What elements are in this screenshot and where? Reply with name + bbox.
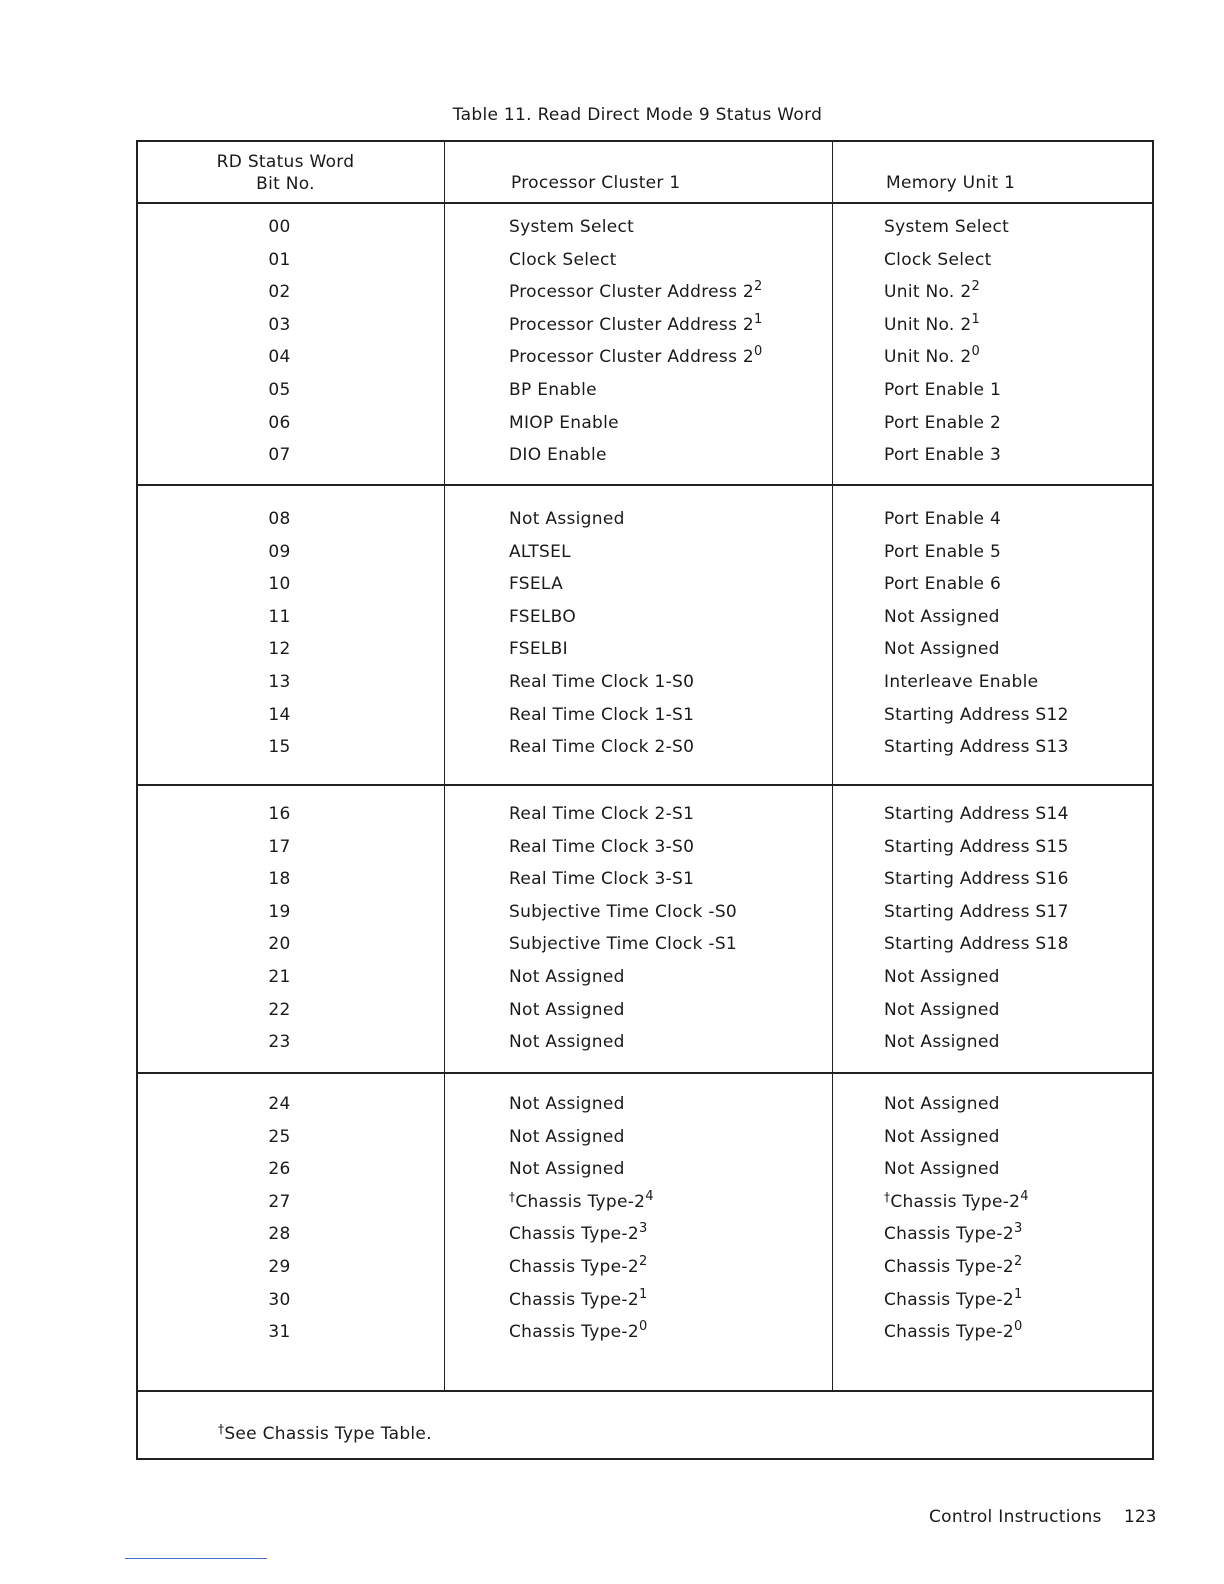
cell-text: System Select bbox=[509, 217, 635, 237]
processor-cluster-cell bbox=[509, 639, 568, 659]
cell-text: Real Time Clock 2-S1 bbox=[509, 804, 695, 824]
table-caption: Table 11. Read Direct Mode 9 Status Word bbox=[452, 105, 823, 125]
footnote-text: See Chassis Type Table. bbox=[224, 1424, 432, 1444]
memory-unit-cell bbox=[884, 1319, 1023, 1343]
cell-text: Not Assigned bbox=[509, 999, 625, 1020]
bit-number-cell: 30 bbox=[268, 1289, 291, 1310]
bit-number-cell: 27 bbox=[268, 1191, 291, 1212]
cell-text: Starting Address S13 bbox=[884, 737, 1069, 758]
processor-cluster-cell bbox=[509, 804, 694, 824]
exponent: 0 bbox=[754, 344, 763, 360]
bit-number-cell: 11 bbox=[268, 606, 291, 627]
footnote-rule bbox=[138, 1390, 1152, 1392]
processor-cluster-cell bbox=[509, 1000, 625, 1020]
cell-text: MIOP Enable bbox=[509, 412, 619, 433]
cell-text: Unit No. 2 bbox=[884, 282, 972, 303]
memory-unit-cell bbox=[884, 737, 1069, 757]
exponent: 3 bbox=[1013, 1221, 1023, 1237]
exponent: 2 bbox=[638, 1254, 648, 1269]
column-divider-2 bbox=[832, 142, 833, 1390]
cell-text: Chassis Type-2 bbox=[515, 1191, 646, 1212]
cell-text: FSELA bbox=[509, 574, 564, 595]
exponent: 3 bbox=[638, 1221, 648, 1237]
bit-number-cell: 26 bbox=[268, 1159, 291, 1180]
cell-text: Not Assigned bbox=[884, 1094, 1000, 1114]
cell-text: Interleave Enable bbox=[884, 672, 1039, 692]
cell-text: Port Enable 6 bbox=[884, 574, 1002, 595]
exponent: 1 bbox=[1013, 1286, 1023, 1302]
exponent: 0 bbox=[638, 1319, 648, 1335]
processor-cluster-cell bbox=[509, 413, 619, 433]
memory-unit-cell bbox=[884, 672, 1038, 692]
cell-text: Processor Cluster Address 2 bbox=[509, 282, 755, 303]
exponent: 1 bbox=[754, 311, 763, 327]
cell-text: BP Enable bbox=[509, 380, 597, 400]
bit-number-cell: 04 bbox=[268, 347, 291, 368]
processor-cluster-cell bbox=[509, 705, 694, 725]
bit-number-cell: 31 bbox=[268, 1322, 291, 1343]
memory-unit-cell bbox=[884, 1188, 1029, 1212]
cell-text: Starting Address S15 bbox=[884, 836, 1069, 857]
exponent: 2 bbox=[754, 279, 763, 295]
memory-unit-cell bbox=[884, 311, 981, 335]
processor-cluster-cell bbox=[509, 344, 763, 368]
page-number: 123 bbox=[1124, 1507, 1157, 1527]
processor-cluster-cell bbox=[509, 672, 694, 692]
processor-cluster-cell bbox=[509, 934, 737, 954]
processor-cluster-cell bbox=[509, 380, 597, 400]
bit-number-cell: 05 bbox=[268, 380, 291, 400]
bit-number-cell: 25 bbox=[268, 1126, 291, 1147]
cell-text: Not Assigned bbox=[884, 1159, 1000, 1180]
cell-text: Not Assigned bbox=[884, 999, 1000, 1020]
bit-number-cell: 24 bbox=[268, 1094, 291, 1114]
cell-text: Chassis Type-2 bbox=[884, 1322, 1014, 1343]
cell-text: Processor Cluster Address 2 bbox=[509, 314, 755, 335]
processor-cluster-cell bbox=[509, 1159, 625, 1179]
bit-number-cell: 29 bbox=[268, 1257, 291, 1277]
processor-cluster-cell bbox=[509, 1221, 648, 1245]
memory-unit-cell bbox=[884, 1094, 1000, 1114]
bit-number-header bbox=[138, 151, 433, 195]
processor-cluster-cell bbox=[509, 837, 694, 857]
cell-text: Not Assigned bbox=[509, 1032, 625, 1053]
processor-cluster-cell bbox=[509, 869, 694, 889]
cell-text: Port Enable 1 bbox=[884, 380, 1002, 400]
bit-number-cell: 23 bbox=[268, 1032, 291, 1053]
bit-number-cell: 14 bbox=[268, 704, 291, 725]
processor-cluster-cell bbox=[509, 574, 563, 594]
bit-number-cell: 10 bbox=[268, 574, 291, 595]
processor-cluster-cell bbox=[509, 902, 737, 922]
cell-text: Not Assigned bbox=[509, 1094, 625, 1114]
cell-text: Not Assigned bbox=[509, 1159, 625, 1180]
footer-section-title: Control Instructions bbox=[929, 1507, 1102, 1527]
cell-text: Real Time Clock 1-S0 bbox=[509, 672, 695, 692]
processor-cluster-cell bbox=[509, 279, 763, 303]
processor-cluster-cell bbox=[509, 1032, 625, 1052]
cell-text: Chassis Type-2 bbox=[509, 1224, 639, 1245]
cell-text: Not Assigned bbox=[509, 509, 625, 529]
bit-number-cell: 16 bbox=[268, 804, 291, 824]
cell-text: Subjective Time Clock -S0 bbox=[509, 901, 738, 922]
bit-number-cell: 19 bbox=[268, 901, 291, 922]
memory-unit-cell bbox=[884, 1221, 1023, 1245]
exponent: 2 bbox=[971, 279, 981, 295]
cell-text: Chassis Type-2 bbox=[509, 1322, 639, 1343]
cell-text: System Select bbox=[884, 217, 1010, 237]
memory-unit-cell bbox=[884, 934, 1069, 954]
memory-unit-cell bbox=[884, 869, 1069, 889]
memory-unit-cell bbox=[884, 804, 1069, 824]
cell-text: Real Time Clock 3-S1 bbox=[509, 869, 695, 890]
processor-cluster-cell bbox=[509, 217, 634, 237]
exponent: 1 bbox=[971, 311, 981, 327]
memory-unit-cell bbox=[884, 279, 981, 303]
processor-cluster-cell bbox=[509, 1254, 648, 1277]
memory-unit-cell bbox=[884, 380, 1001, 400]
bit-number-cell: 12 bbox=[268, 639, 291, 660]
cell-text: Chassis Type-2 bbox=[884, 1289, 1014, 1310]
cell-text: Not Assigned bbox=[884, 1032, 1000, 1053]
processor-cluster-cell bbox=[509, 607, 576, 627]
cell-text: Not Assigned bbox=[509, 967, 625, 987]
processor-cluster-cell bbox=[509, 509, 625, 529]
cell-text: Port Enable 4 bbox=[884, 509, 1002, 529]
bit-number-cell: 09 bbox=[268, 541, 291, 562]
cell-text: Unit No. 2 bbox=[884, 347, 972, 368]
cell-text: Clock Select bbox=[884, 249, 992, 270]
bit-number-cell: 02 bbox=[268, 282, 291, 303]
processor-cluster-cell bbox=[509, 250, 617, 270]
exponent: 4 bbox=[1020, 1188, 1029, 1204]
cell-text: Unit No. 2 bbox=[884, 314, 972, 335]
exponent: 0 bbox=[971, 344, 981, 360]
cell-text: Starting Address S16 bbox=[884, 869, 1069, 890]
cell-text: Starting Address S17 bbox=[884, 901, 1069, 922]
processor-cluster-cell bbox=[509, 1188, 654, 1212]
exponent: 0 bbox=[1013, 1319, 1023, 1335]
memory-unit-cell bbox=[884, 1032, 1000, 1052]
exponent: 2 bbox=[1013, 1254, 1023, 1269]
cell-text: Not Assigned bbox=[884, 967, 1000, 987]
bit-number-cell: 22 bbox=[268, 999, 291, 1020]
cell-text: Subjective Time Clock -S1 bbox=[509, 934, 738, 955]
memory-unit-cell bbox=[884, 1000, 1000, 1020]
cell-text: Starting Address S14 bbox=[884, 804, 1069, 824]
bit-number-cell: 06 bbox=[268, 412, 291, 433]
processor-cluster-cell bbox=[509, 542, 571, 562]
cell-text: Processor Cluster Address 2 bbox=[509, 347, 755, 368]
processor-cluster-cell bbox=[509, 1094, 625, 1114]
cell-text: Not Assigned bbox=[884, 1126, 1000, 1147]
cell-text: Not Assigned bbox=[884, 606, 1000, 627]
cell-text: ALTSEL bbox=[509, 541, 571, 562]
bit-number-cell: 18 bbox=[268, 869, 291, 890]
bit-number-cell: 21 bbox=[268, 967, 291, 987]
processor-cluster-header: Processor Cluster 1 bbox=[511, 173, 681, 193]
memory-unit-cell bbox=[884, 413, 1001, 433]
cell-text: Chassis Type-2 bbox=[509, 1257, 639, 1277]
header-rule bbox=[138, 202, 1152, 204]
bit-number-cell: 17 bbox=[268, 836, 291, 857]
bit-number-cell: 28 bbox=[268, 1224, 291, 1245]
processor-cluster-cell bbox=[509, 1286, 648, 1310]
processor-cluster-cell bbox=[509, 311, 763, 335]
bit-number-cell: 07 bbox=[268, 445, 291, 466]
cell-text: Port Enable 2 bbox=[884, 412, 1002, 433]
memory-unit-cell bbox=[884, 837, 1069, 857]
memory-unit-header: Memory Unit 1 bbox=[886, 173, 1016, 193]
memory-unit-cell bbox=[884, 1286, 1023, 1310]
bit-number-cell: 01 bbox=[268, 249, 291, 270]
cell-text: Chassis Type-2 bbox=[884, 1257, 1014, 1277]
cell-text: Port Enable 3 bbox=[884, 445, 1002, 466]
cell-text: Real Time Clock 2-S0 bbox=[509, 737, 695, 758]
memory-unit-cell bbox=[884, 217, 1009, 237]
memory-unit-cell bbox=[884, 1127, 1000, 1147]
group-rule-2 bbox=[138, 784, 1152, 786]
cell-text: Clock Select bbox=[509, 249, 617, 270]
cell-text: Not Assigned bbox=[509, 1126, 625, 1147]
bit-header-line2: Bit No. bbox=[256, 174, 315, 194]
memory-unit-cell bbox=[884, 902, 1069, 922]
cell-text: DIO Enable bbox=[509, 445, 607, 466]
group-rule-1 bbox=[138, 484, 1152, 486]
memory-unit-cell bbox=[884, 607, 1000, 627]
dagger-mark: † bbox=[884, 1189, 891, 1204]
memory-unit-cell bbox=[884, 250, 992, 270]
cell-text: Chassis Type-2 bbox=[509, 1289, 639, 1310]
memory-unit-cell bbox=[884, 509, 1001, 529]
processor-cluster-cell bbox=[509, 445, 607, 465]
processor-cluster-cell bbox=[509, 1127, 625, 1147]
status-word-table bbox=[136, 140, 1154, 1460]
memory-unit-cell bbox=[884, 542, 1001, 562]
footer-rule bbox=[125, 1558, 267, 1559]
cell-text: Port Enable 5 bbox=[884, 541, 1002, 562]
cell-text: Starting Address S18 bbox=[884, 934, 1069, 955]
exponent: 1 bbox=[638, 1286, 648, 1302]
cell-text: FSELBI bbox=[509, 639, 568, 660]
memory-unit-cell bbox=[884, 1159, 1000, 1179]
memory-unit-cell bbox=[884, 574, 1001, 594]
column-divider-1 bbox=[444, 142, 445, 1390]
memory-unit-cell bbox=[884, 967, 1000, 987]
dagger-mark: † bbox=[509, 1189, 516, 1204]
cell-text: Real Time Clock 3-S0 bbox=[509, 836, 695, 857]
cell-text: Not Assigned bbox=[884, 639, 1000, 660]
bit-number-cell: 08 bbox=[268, 509, 291, 529]
bit-number-cell: 20 bbox=[268, 934, 291, 955]
bit-number-cell: 13 bbox=[268, 672, 291, 692]
exponent: 4 bbox=[645, 1188, 654, 1204]
memory-unit-cell bbox=[884, 639, 1000, 659]
processor-cluster-cell bbox=[509, 1319, 648, 1343]
cell-text: Real Time Clock 1-S1 bbox=[509, 704, 695, 725]
bit-number-cell: 03 bbox=[268, 314, 291, 335]
cell-text: Chassis Type-2 bbox=[890, 1191, 1021, 1212]
memory-unit-cell bbox=[884, 1254, 1023, 1277]
cell-text: Chassis Type-2 bbox=[884, 1224, 1014, 1245]
bit-number-cell: 15 bbox=[268, 737, 291, 758]
footnote bbox=[218, 1424, 432, 1444]
bit-header-line1: RD Status Word bbox=[216, 152, 355, 172]
memory-unit-cell bbox=[884, 344, 981, 368]
processor-cluster-cell bbox=[509, 967, 625, 987]
cell-text: Starting Address S12 bbox=[884, 704, 1069, 725]
bit-number-cell: 00 bbox=[268, 217, 291, 237]
cell-text: FSELBO bbox=[509, 606, 577, 627]
processor-cluster-cell bbox=[509, 737, 694, 757]
memory-unit-cell bbox=[884, 705, 1069, 725]
group-rule-3 bbox=[138, 1072, 1152, 1074]
footnote-dagger: † bbox=[218, 1422, 225, 1436]
memory-unit-cell bbox=[884, 445, 1001, 465]
